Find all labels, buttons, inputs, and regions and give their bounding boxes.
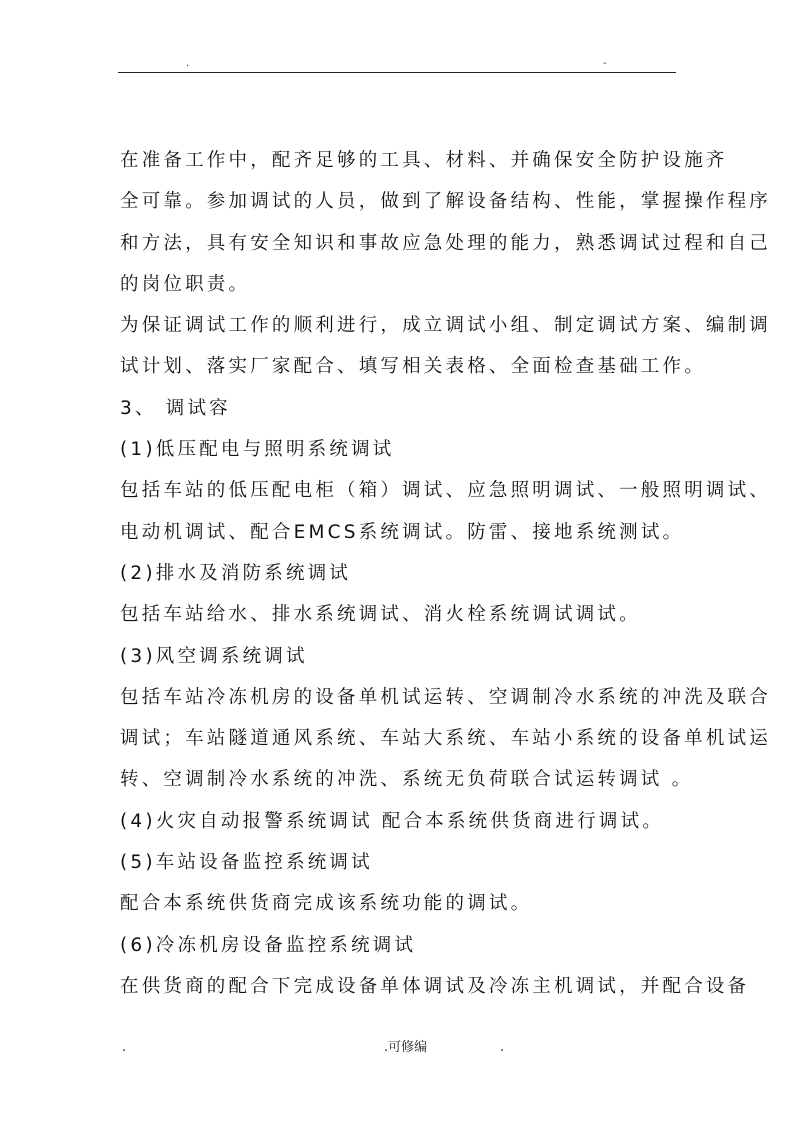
footer-right-mark: . bbox=[500, 1040, 505, 1055]
subsection-heading: (2)排水及消防系统调试 bbox=[120, 562, 352, 584]
body-line: 为保证调试工作的顺利进行，成立调试小组、制定调试方案、编制调 bbox=[120, 315, 772, 337]
subsection-heading: (6)冷冻机房设备监控系统调试 bbox=[120, 934, 417, 956]
footer-left-mark: . bbox=[122, 1040, 127, 1055]
body-line: 包括车站给水、排水系统调试、消火栓系统调试调试。 bbox=[120, 604, 641, 626]
subsection-heading: (4)火灾自动报警系统调试 配合本系统供货商进行调试。 bbox=[120, 810, 664, 832]
body-line: 包括车站冷冻机房的设备单机试运转、空调制冷水系统的冲洗及联合 bbox=[120, 686, 772, 708]
document-body bbox=[120, 140, 772, 1007]
body-line: 在准备工作中，配齐足够的工具、材料、并确保安全防护设施齐 bbox=[120, 150, 728, 171]
body-line: 配合本系统供货商完成该系统功能的调试。 bbox=[120, 893, 533, 915]
body-line: 在供货商的配合下完成设备单体调试及冷冻主机调试，并配合设备 bbox=[120, 975, 750, 997]
footer-editable-label: .可修编 bbox=[384, 1040, 428, 1055]
body-line: 试计划、落实厂家配合、填写相关表格、全面检查基础工作。 bbox=[120, 356, 706, 378]
header-rule bbox=[118, 72, 676, 73]
subsection-heading: (3)风空调系统调试 bbox=[120, 645, 308, 667]
section-heading: 3、 调试容 bbox=[120, 397, 231, 419]
body-line: 和方法，具有安全知识和事故应急处理的能力，熟悉调试过程和自己 bbox=[120, 232, 772, 254]
header-right-mark: - bbox=[603, 58, 607, 69]
header-left-mark: . bbox=[186, 58, 190, 69]
body-line: 转、空调制冷水系统的冲洗、系统无负荷联合试运转调试 。 bbox=[120, 769, 694, 791]
body-line: 全可靠。参加调试的人员，做到了解设备结构、性能，掌握操作程序 bbox=[120, 191, 772, 213]
subsection-heading: (5)车站设备监控系统调试 bbox=[120, 852, 373, 874]
subsection-heading: (1)低压配电与照明系统调试 bbox=[120, 439, 395, 461]
body-line: 电动机调试、配合EMCS系统调试。防雷、接地系统测试。 bbox=[120, 521, 685, 543]
body-line: 的岗位职责。 bbox=[120, 273, 251, 295]
body-line: 调试；车站隧道通风系统、车站大系统、车站小系统的设备单机试运 bbox=[120, 728, 772, 750]
body-line: 包括车站的低压配电柜（箱）调试、应急照明调试、一般照明调试、 bbox=[120, 480, 772, 502]
